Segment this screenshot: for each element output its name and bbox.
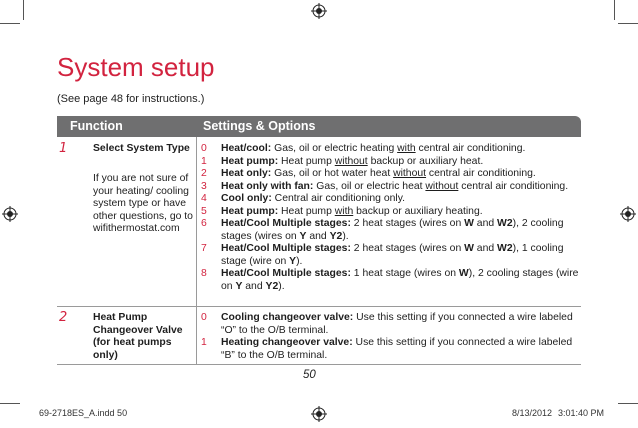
crop-mark-right-bottom bbox=[618, 403, 638, 404]
header-function: Function bbox=[70, 119, 123, 133]
table-header bbox=[57, 116, 581, 137]
option-key: 3 bbox=[201, 180, 207, 192]
row-number: 2 bbox=[59, 310, 68, 325]
option-key: 5 bbox=[201, 205, 207, 217]
table-bottom-rule bbox=[57, 364, 581, 365]
option-item bbox=[200, 337, 581, 362]
option-key: 4 bbox=[201, 193, 207, 204]
option-text: Heat pump: Heat pump with backup or auxiliary heating. bbox=[221, 205, 483, 217]
option-key: 6 bbox=[201, 218, 207, 229]
option-item bbox=[200, 168, 581, 181]
option-item bbox=[200, 218, 581, 243]
crop-mark-top-right bbox=[614, 0, 615, 20]
row-number: 1 bbox=[59, 141, 68, 156]
option-item bbox=[200, 312, 581, 337]
registration-mark-bottom-icon bbox=[311, 406, 327, 422]
option-text: Heat only: Gas, oil or hot water heat without central air conditioning. bbox=[221, 168, 536, 179]
function-name: Select System Type bbox=[93, 143, 190, 154]
option-key: 2 bbox=[201, 168, 207, 179]
page-subtitle: (See page 48 for instructions.) bbox=[57, 93, 205, 105]
page-title: System setup bbox=[57, 52, 215, 82]
function-description: If you are not sure of your heating/ cooling system type or have other questions, go to wifithermostat.com bbox=[93, 173, 193, 234]
option-item bbox=[200, 268, 581, 293]
option-item bbox=[200, 156, 581, 169]
option-text: Cooling changeover valve: Use this setting if you connected a wire labeled “O” to the O/B terminal. bbox=[221, 312, 573, 336]
option-text: Heat/Cool Multiple stages: 2 heat stages (wires on W and W2), 2 cooling stages (wires on Y and Y2). bbox=[221, 218, 564, 242]
footer-time: 3:01:40 PM bbox=[558, 408, 605, 418]
option-text: Cool only: Central air conditioning only. bbox=[221, 193, 406, 204]
option-list bbox=[200, 143, 581, 293]
crop-mark-left-top bbox=[0, 23, 20, 24]
option-text: Heating changeover valve: Use this setting if you connected a wire labeled “B” to the O/B terminal. bbox=[221, 337, 573, 361]
row-divider bbox=[57, 306, 581, 307]
option-item bbox=[200, 143, 581, 156]
option-text: Heat pump: Heat pump without backup or auxiliary heat. bbox=[221, 155, 484, 167]
option-text: Heat/Cool Multiple stages: 2 heat stages (wires on W and W2), 1 cooling stage (wire on Y). bbox=[221, 243, 564, 267]
option-key: 8 bbox=[201, 268, 207, 279]
option-item bbox=[200, 243, 581, 268]
option-key: 1 bbox=[201, 155, 207, 167]
option-key: 7 bbox=[201, 243, 207, 254]
option-text: Heat/Cool Multiple stages: 1 heat stage (wires on W), 2 cooling stages (wire on Y and Y2). bbox=[221, 268, 579, 292]
footer-file: 69-2718ES_A.indd 50 bbox=[39, 408, 128, 418]
function-name: Heat Pump Changeover Valve (for heat pumps only) bbox=[93, 312, 183, 361]
column-divider bbox=[196, 137, 197, 364]
registration-mark-top-icon bbox=[311, 3, 327, 19]
option-item bbox=[200, 193, 581, 206]
option-item bbox=[200, 181, 581, 194]
header-settings: Settings & Options bbox=[203, 119, 316, 133]
option-key: 1 bbox=[201, 337, 207, 348]
option-key: 0 bbox=[201, 143, 207, 154]
option-key: 0 bbox=[201, 312, 207, 323]
option-list bbox=[200, 312, 581, 362]
option-text: Heat only with fan: Gas, oil or electric heat without central air conditioning. bbox=[221, 180, 569, 192]
crop-mark-left-bottom bbox=[0, 403, 20, 404]
page-number: 50 bbox=[303, 369, 316, 381]
crop-mark-right-top bbox=[618, 23, 638, 24]
crop-mark-top-left bbox=[23, 0, 24, 20]
registration-mark-right-icon bbox=[620, 206, 636, 222]
option-text: Heat/cool: Gas, oil or electric heating with central air conditioning. bbox=[221, 143, 526, 154]
option-item bbox=[200, 206, 581, 219]
footer-date: 8/13/2012 bbox=[512, 408, 553, 418]
registration-mark-left-icon bbox=[2, 206, 18, 222]
